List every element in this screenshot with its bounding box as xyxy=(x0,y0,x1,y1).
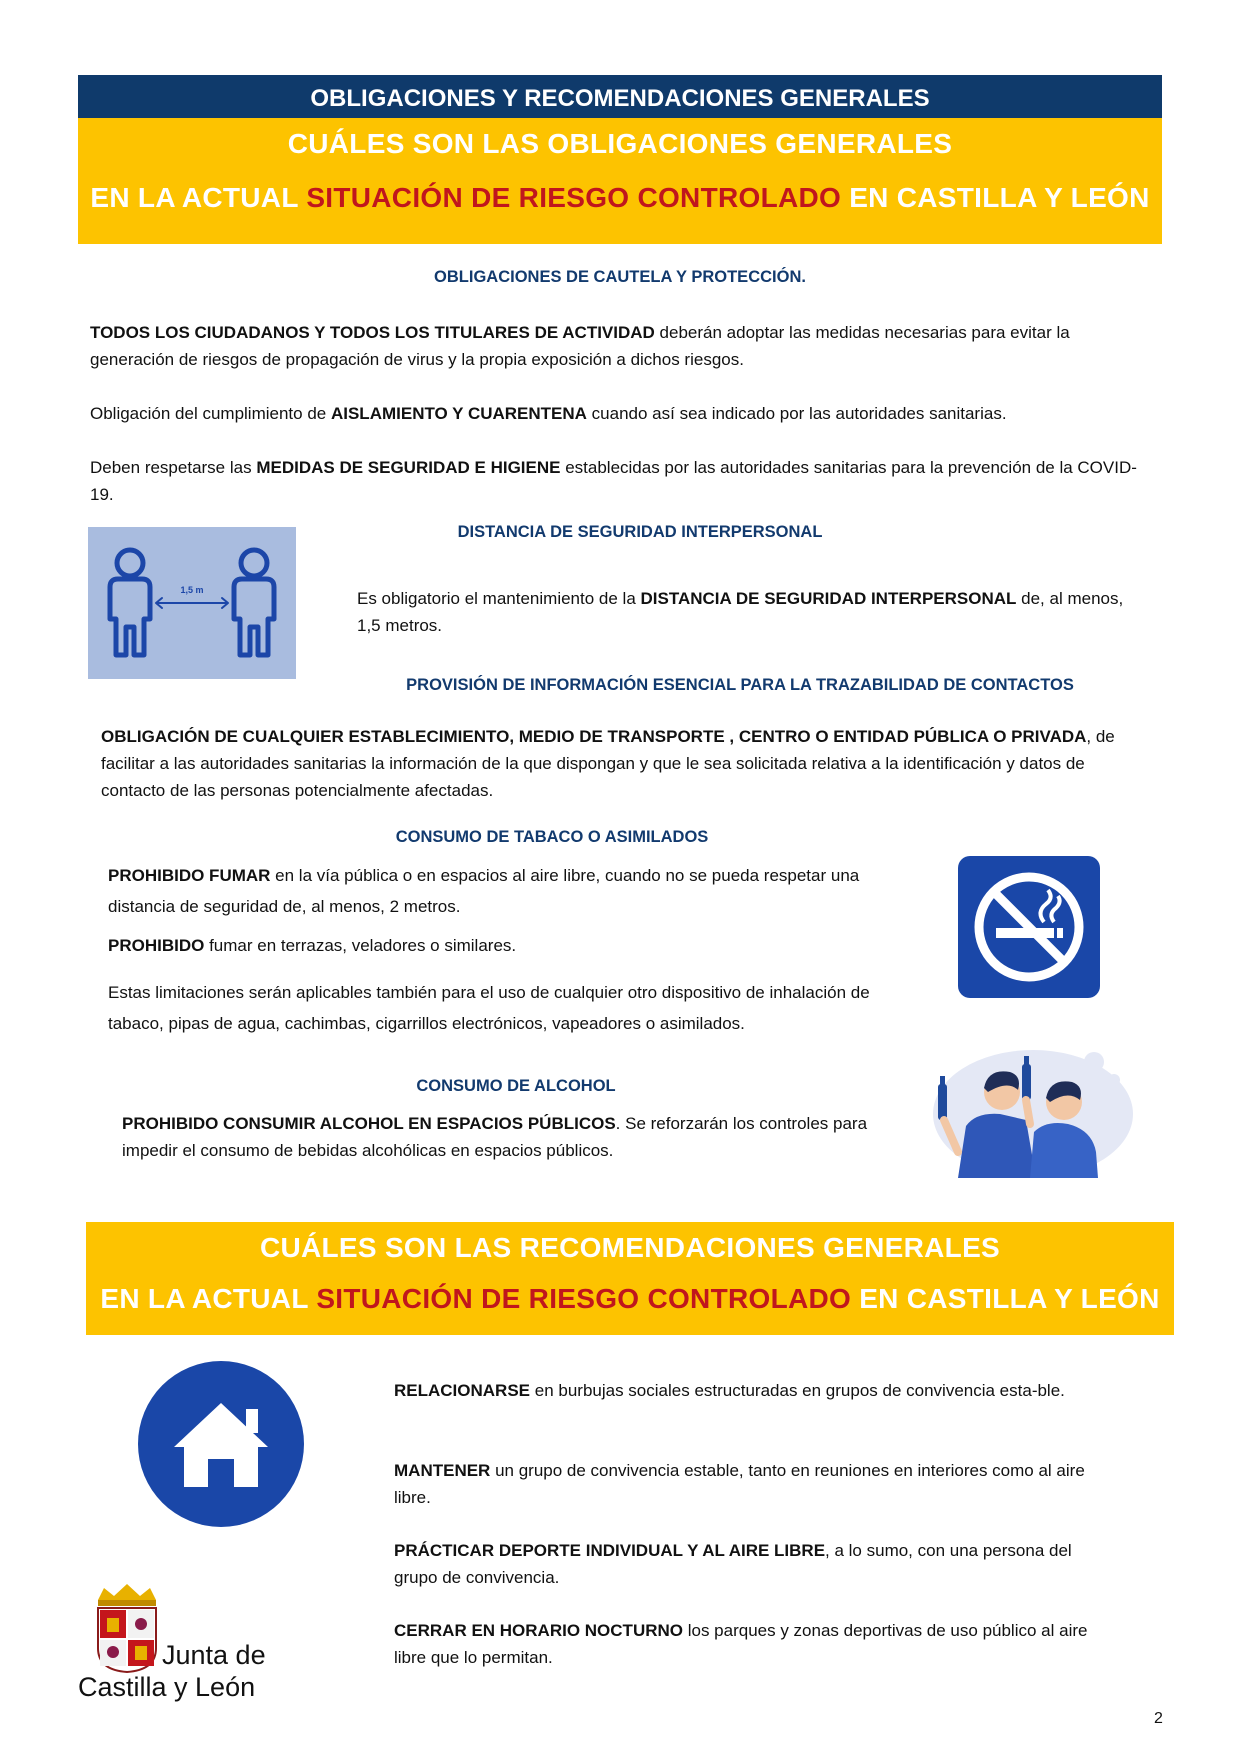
banner-line-1: CUÁLES SON LAS OBLIGACIONES GENERALES xyxy=(287,128,953,159)
trazabilidad-heading: PROVISIÓN DE INFORMACIÓN ESENCIAL PARA LA TRAZABILIDAD DE CONTACTOS xyxy=(406,676,1074,694)
obligaciones-banner xyxy=(78,118,1162,244)
recomendacion-2: MANTENER un grupo de convivencia estable, tanto en reuniones en interiores como al aire libre. xyxy=(394,1461,1085,1507)
logo-text-line-2: Castilla y León xyxy=(78,1672,256,1702)
tabaco-paragraph-1: PROHIBIDO FUMAR en la vía pública o en espacios al aire libre, cuando no se pueda respetar una distancia de seguridad de, al menos, 2 metros. xyxy=(108,866,860,916)
banner-line-2: EN LA ACTUAL SITUACIÓN DE RIESGO CONTROLADO EN CASTILLA Y LEÓN xyxy=(90,182,1150,213)
people-toasting-icon xyxy=(918,1040,1134,1178)
alcohol-paragraph: PROHIBIDO CONSUMIR ALCOHOL EN ESPACIOS PÚBLICOS. Se reforzarán los controles para impedir el consumo de bebidas alcohólicas en espacios públicos. xyxy=(122,1114,868,1160)
recomendaciones-banner xyxy=(86,1222,1174,1335)
coat-of-arms-icon xyxy=(92,1582,162,1674)
distance-illustration xyxy=(88,527,296,679)
distancia-heading: DISTANCIA DE SEGURIDAD INTERPERSONAL xyxy=(457,523,823,541)
logo-text-line-1: Junta de xyxy=(162,1640,266,1670)
alcohol-heading: CONSUMO DE ALCOHOL xyxy=(416,1077,616,1095)
trazabilidad-paragraph: OBLIGACIÓN DE CUALQUIER ESTABLECIMIENTO, MEDIO DE TRANSPORTE , CENTRO O ENTIDAD PÚBLICA O PRIVADA, de facilitar a las autoridades sanitarias la información de la que dispongan y que le sea solicitada relativa a la identificación y datos de contacto de las personas potencialmente afectadas. xyxy=(101,727,1115,800)
tabaco-heading: CONSUMO DE TABACO O ASIMILADOS xyxy=(395,828,709,846)
distance-label: 1,5 m xyxy=(180,585,204,595)
cautela-paragraph-1: TODOS LOS CIUDADANOS Y TODOS LOS TITULARES DE ACTIVIDAD deberán adoptar las medidas necesarias para evitar la generación de riesgos de propagación de virus y la propia exposición a dichos riesgos. xyxy=(90,323,1070,369)
drinking-people-illustration xyxy=(918,1040,1134,1178)
coat-of-arms-logo xyxy=(92,1582,162,1674)
page-number: 2 xyxy=(1154,1710,1163,1727)
cautela-heading: OBLIGACIONES DE CAUTELA Y PROTECCIÓN. xyxy=(434,268,806,286)
recomendacion-4: CERRAR EN HORARIO NOCTURNO los parques y zonas deportivas de uso público al aire libre que lo permitan. xyxy=(394,1621,1088,1667)
recomendacion-3: PRÁCTICAR DEPORTE INDIVIDUAL Y AL AIRE LIBRE, a lo sumo, con una persona del grupo de convivencia. xyxy=(394,1541,1072,1587)
distancia-paragraph: Es obligatorio el mantenimiento de la DISTANCIA DE SEGURIDAD INTERPERSONAL de, al menos, 1,5 metros. xyxy=(357,589,1124,635)
two-people-distance-icon xyxy=(88,527,296,679)
recomendacion-1: RELACIONARSE en burbujas sociales estructuradas en grupos de convivencia esta-ble. xyxy=(394,1381,1065,1400)
cautela-paragraph-3: Deben respetarse las MEDIDAS DE SEGURIDAD E HIGIENE establecidas por las autoridades sanitarias para la prevención de la COVID-19. xyxy=(90,458,1137,504)
tabaco-paragraph-3: Estas limitaciones serán aplicables también para el uso de cualquier otro dispositivo de inhalación de tabaco, pipas de agua, cachimbas, cigarrillos electrónicos, vapeadores o asimilados. xyxy=(108,983,870,1033)
cautela-paragraph-2: Obligación del cumplimiento de AISLAMIENTO Y CUARENTENA cuando así sea indicado por las autoridades sanitarias. xyxy=(90,404,1007,423)
home-icon xyxy=(138,1361,304,1527)
home-sign xyxy=(138,1361,304,1527)
banner2-line-2: EN LA ACTUAL SITUACIÓN DE RIESGO CONTROLADO EN CASTILLA Y LEÓN xyxy=(100,1283,1160,1314)
tabaco-paragraph-2: PROHIBIDO fumar en terrazas, veladores o similares. xyxy=(108,936,517,955)
no-smoking-sign xyxy=(958,856,1100,998)
no-smoking-icon xyxy=(958,856,1100,998)
header-title: OBLIGACIONES Y RECOMENDACIONES GENERALES xyxy=(78,75,1162,118)
banner2-line-1: CUÁLES SON LAS RECOMENDACIONES GENERALES xyxy=(259,1232,1001,1263)
